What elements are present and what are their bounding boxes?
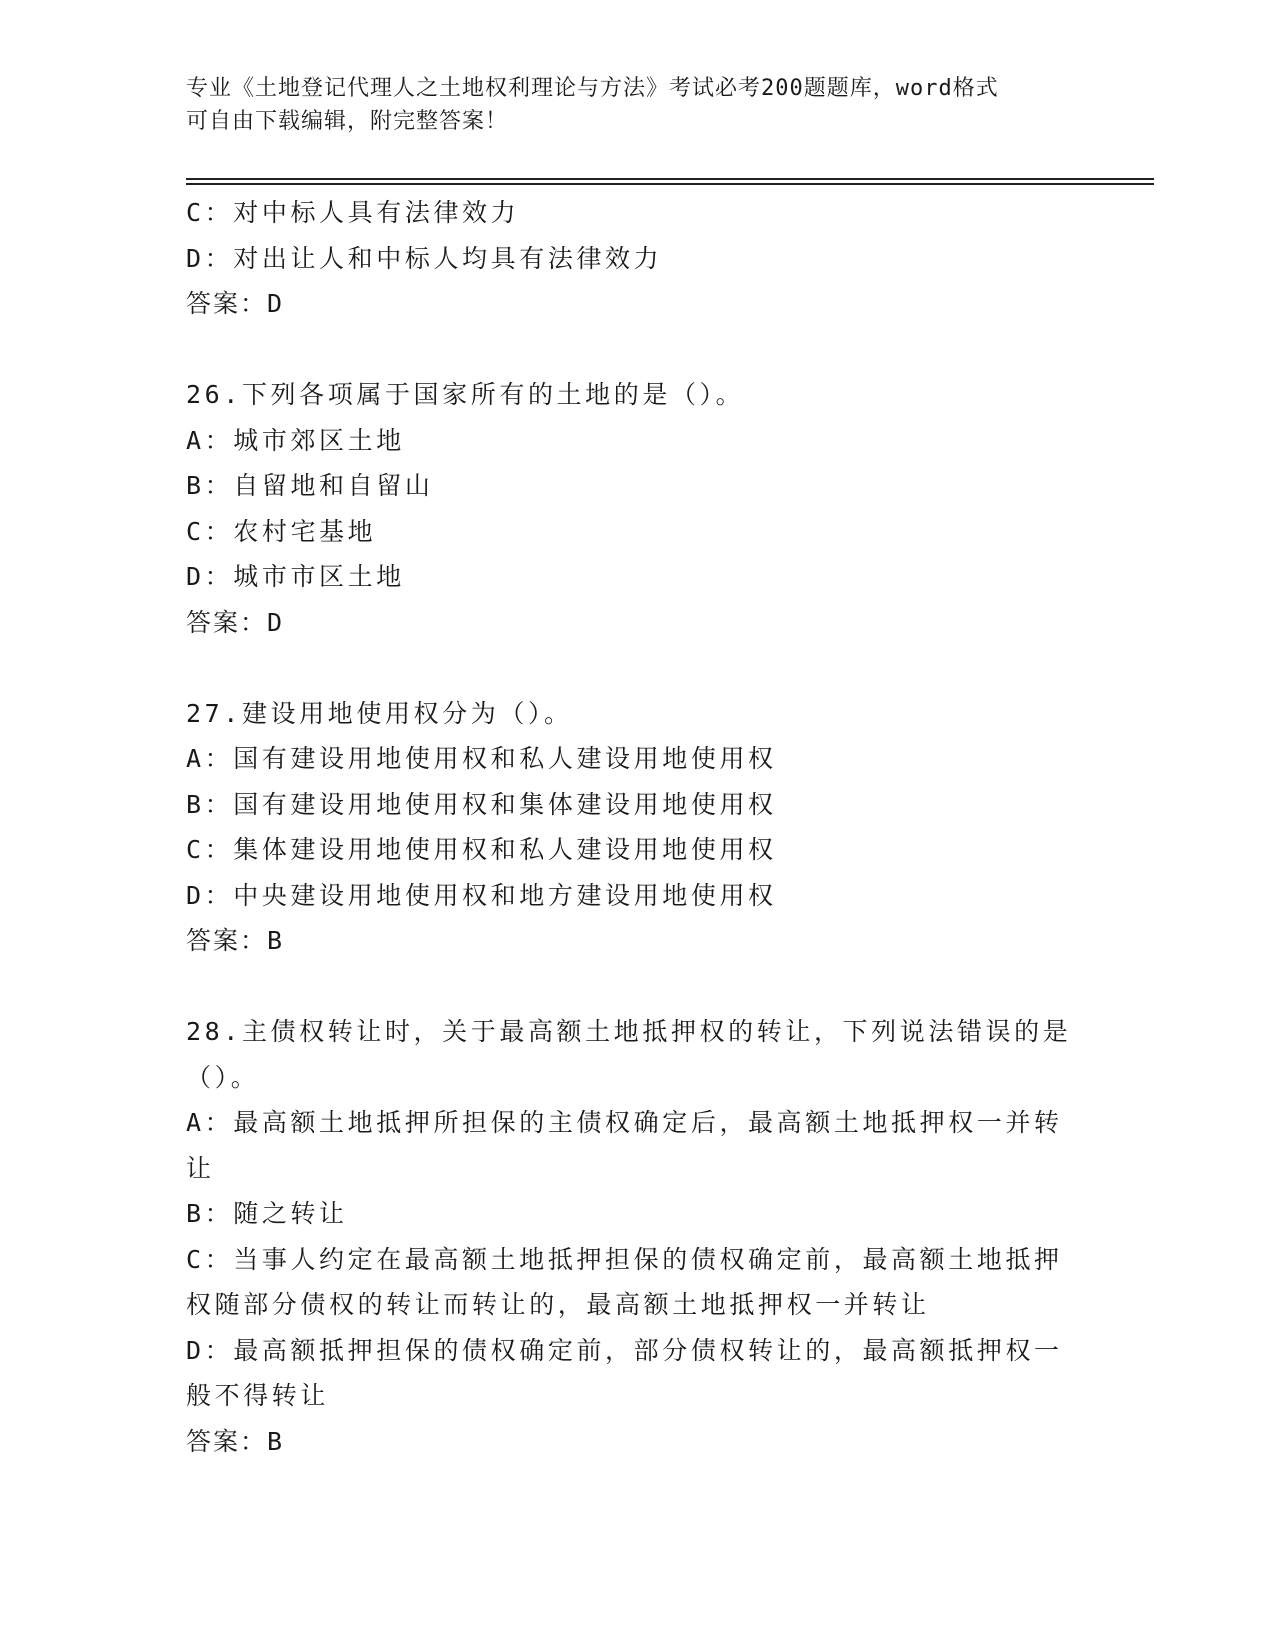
option-a-continued: 让	[186, 1153, 215, 1183]
answer-line: 答案：D	[186, 289, 285, 318]
option-a: A：最高额土地抵押所担保的主债权确定后，最高额土地抵押权一并转	[186, 1108, 1063, 1137]
answer-line: 答案：D	[186, 607, 285, 637]
spacer	[186, 964, 1086, 1010]
question-27-block	[186, 691, 1086, 964]
option-b: B：随之转让	[186, 1199, 348, 1228]
header-rule-bottom	[186, 183, 1154, 185]
option-c: C：当事人约定在最高额土地抵押担保的债权确定前，最高额土地抵押	[186, 1244, 1063, 1274]
answer-line: 答案：B	[186, 926, 285, 955]
document-header	[186, 72, 1066, 138]
option-c: C：集体建设用地使用权和私人建设用地使用权	[186, 835, 777, 864]
option-d: D：城市市区土地	[186, 562, 405, 591]
question-25-block	[186, 190, 1086, 327]
option-c-continued: 权随部分债权的转让而转让的，最高额土地抵押权一并转让	[186, 1290, 930, 1319]
question-text: 26.下列各项属于国家所有的土地的是（）。	[186, 380, 745, 409]
spacer	[186, 327, 1086, 373]
option-a: A：国有建设用地使用权和私人建设用地使用权	[186, 744, 777, 773]
header-line-1: 专业《土地登记代理人之土地权利理论与方法》考试必考200题题库，word格式	[186, 76, 999, 101]
option-c: C：农村宅基地	[186, 516, 377, 546]
option-c: C：对中标人具有法律效力	[186, 198, 520, 227]
document-body	[186, 190, 1086, 1464]
option-b: B：国有建设用地使用权和集体建设用地使用权	[186, 789, 777, 819]
question-text: 27.建设用地使用权分为（）。	[186, 698, 573, 728]
answer-line: 答案：B	[186, 1426, 285, 1456]
question-28-block	[186, 1009, 1086, 1464]
question-26-block	[186, 372, 1086, 645]
option-a: A：城市郊区土地	[186, 425, 405, 455]
option-d: D：对出让人和中标人均具有法律效力	[186, 243, 663, 273]
question-text-continued: （）。	[186, 1062, 260, 1092]
spacer	[186, 645, 1086, 691]
header-line-2: 可自由下载编辑，附完整答案！	[186, 109, 509, 134]
option-d-continued: 般不得转让	[186, 1381, 330, 1410]
option-b: B：自留地和自留山	[186, 471, 434, 500]
question-text: 28.主债权转让时，关于最高额土地抵押权的转让，下列说法错误的是	[186, 1017, 1072, 1046]
option-d: D：最高额抵押担保的债权确定前，部分债权转让的，最高额抵押权一	[186, 1335, 1063, 1365]
option-d: D：中央建设用地使用权和地方建设用地使用权	[186, 880, 777, 910]
header-rule-top	[186, 178, 1154, 180]
